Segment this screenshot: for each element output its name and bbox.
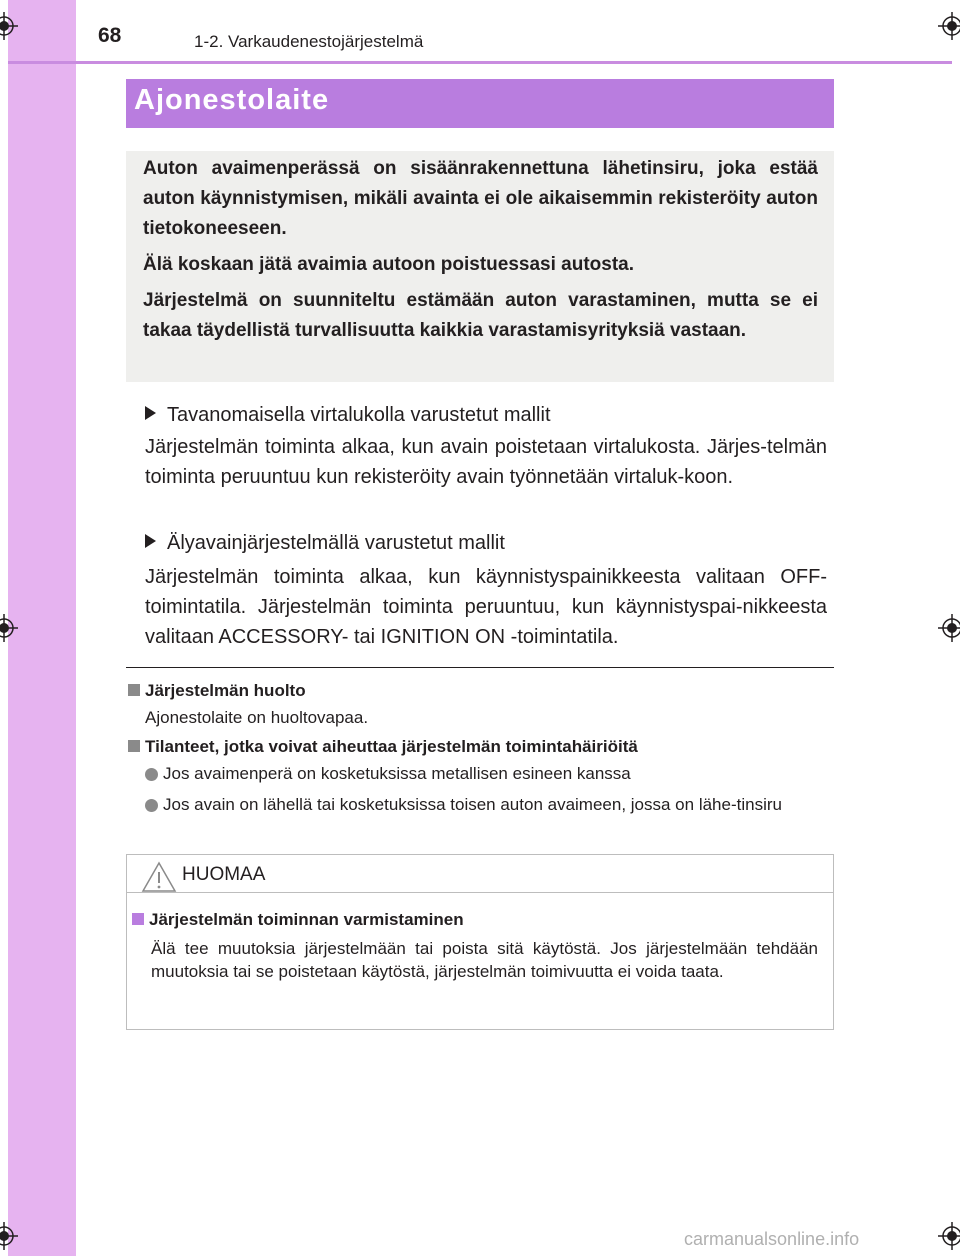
section-path: 1-2. Varkaudenestojärjestelmä xyxy=(194,32,424,51)
watermark: carmanualsonline.info xyxy=(684,1229,860,1249)
intro-paragraph: Auton avaimenperässä on sisäänrakennettuna lähetinsiru, joka estää auton käynnistymisen, mikäli avainta ei ole aikaisemmin rekisteröity auton tietokoneeseen. xyxy=(143,158,818,239)
note-heading xyxy=(128,736,638,758)
sidebar-color-band xyxy=(8,0,76,1256)
subsection-heading xyxy=(145,530,505,556)
square-bullet-icon xyxy=(132,913,144,925)
intro-paragraph: Järjestelmä on suunniteltu estämään auton varastaminen, mutta se ei takaa täydellistä turvallisuutta kaikkia varastamisyrityksiä vastaan. xyxy=(143,290,818,341)
section-divider xyxy=(126,667,834,668)
registration-mark-icon xyxy=(0,614,18,642)
body-paragraph: Järjestelmän toiminta alkaa, kun avain poistetaan virtalukosta. Järjes-telmän toiminta peruuntuu kun rekisteröity avain työnnetään virtaluk-koon. xyxy=(145,436,827,488)
registration-mark-icon xyxy=(938,12,960,40)
header-rule xyxy=(8,61,952,64)
warning-heading-label: Järjestelmän toiminnan varmistaminen xyxy=(149,910,464,929)
round-bullet-icon xyxy=(145,799,158,812)
registration-mark-icon xyxy=(938,1222,960,1250)
triangle-bullet-icon xyxy=(145,406,156,420)
warning-heading xyxy=(132,909,464,931)
warning-label: HUOMAA xyxy=(182,864,266,885)
subsection-heading xyxy=(145,402,551,428)
page-number: 68 xyxy=(98,24,122,47)
subsection-heading-label: Tavanomaisella virtalukolla varustetut mallit xyxy=(167,404,551,426)
note-heading xyxy=(128,680,306,702)
round-bullet-icon xyxy=(145,768,158,781)
registration-mark-icon xyxy=(0,12,18,40)
note-heading-label: Järjestelmän huolto xyxy=(145,681,306,700)
list-item: Jos avaimenperä on kosketuksissa metallisen esineen kanssa xyxy=(163,764,631,783)
registration-mark-icon xyxy=(0,1222,18,1250)
page-title: Ajonestolaite xyxy=(134,84,330,116)
note-text: Ajonestolaite on huoltovapaa. xyxy=(145,708,369,727)
square-bullet-icon xyxy=(128,740,140,752)
note-heading-label: Tilanteet, jotka voivat aiheuttaa järjestelmän toimintahäiriöitä xyxy=(145,737,638,756)
warning-box xyxy=(126,854,834,1030)
registration-mark-icon xyxy=(938,614,960,642)
triangle-bullet-icon xyxy=(145,534,156,548)
square-bullet-icon xyxy=(128,684,140,696)
list-item: Jos avain on lähellä tai kosketuksissa toisen auton avaimeen, jossa on lähe-tinsiru xyxy=(163,795,782,814)
intro-paragraph: Älä koskaan jätä avaimia autoon poistuessasi autosta. xyxy=(143,254,635,275)
warning-triangle-icon xyxy=(141,861,177,893)
body-paragraph: Järjestelmän toiminta alkaa, kun käynnistyspainikkeesta valitaan OFF-toimintatila. Järjestelmän toiminta peruuntuu, kun käynnistyspai-nikkeesta valitaan ACCESSORY- tai IGNITION ON -toimintatila. xyxy=(145,566,827,648)
warning-text: Älä tee muutoksia järjestelmään tai poista sitä käytöstä. Jos järjestelmään tehdään muutoksia tai se poistetaan käytöstä, järjestelmän toimivuutta ei voida taata. xyxy=(151,939,818,981)
warning-separator xyxy=(127,892,833,893)
subsection-heading-label: Älyavainjärjestelmällä varustetut mallit xyxy=(167,532,505,554)
